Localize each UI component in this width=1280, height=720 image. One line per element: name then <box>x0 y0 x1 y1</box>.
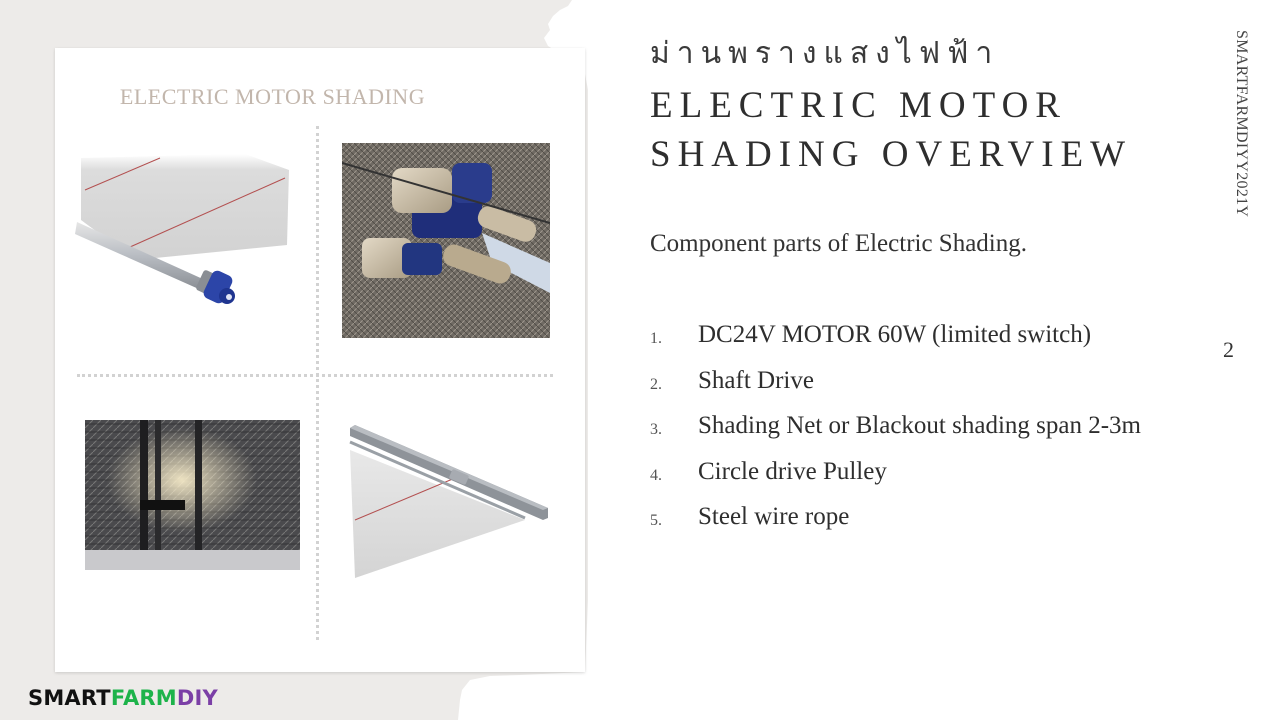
subtitle: Component parts of Electric Shading. <box>650 230 1028 257</box>
card-title: ELECTRIC MOTOR SHADING <box>119 84 426 109</box>
list-number: 5. <box>650 512 662 529</box>
logo-part-smart: SMART <box>28 686 111 710</box>
page-number: 2 <box>1223 337 1234 362</box>
list-number: 1. <box>650 330 662 347</box>
motor-gearbox-image <box>342 143 550 338</box>
logo-part-farm: FARM <box>110 686 177 710</box>
page-title-line-2: SHADING OVERVIEW <box>650 134 1133 175</box>
smartfarmdiy-logo <box>28 686 218 710</box>
list-text: Steel wire rope <box>698 503 850 530</box>
list-number: 3. <box>650 421 662 438</box>
greenhouse-net-image <box>85 420 300 570</box>
wire-pulley-image <box>345 420 550 580</box>
page-title-line-1: ELECTRIC MOTOR <box>650 85 1067 126</box>
list-number: 2. <box>650 375 662 393</box>
vertical-divider <box>316 126 319 640</box>
thai-heading: ม่านพรางแสงไฟฟ้า <box>650 36 1000 71</box>
tube-motor-image <box>75 150 295 325</box>
list-text: Circle drive Pulley <box>698 457 887 485</box>
logo-part-diy: DIY <box>176 686 218 710</box>
list-text: Shaft Drive <box>698 366 814 394</box>
side-brand-text: SMARTFARMDIYY2021Y <box>1233 30 1250 218</box>
horizontal-divider <box>77 374 553 377</box>
list-text: DC24V MOTOR 60W (limited switch) <box>698 321 1092 348</box>
list-text: Shading Net or Blackout shading span 2-3m <box>698 412 1141 439</box>
list-number: 4. <box>650 466 662 484</box>
